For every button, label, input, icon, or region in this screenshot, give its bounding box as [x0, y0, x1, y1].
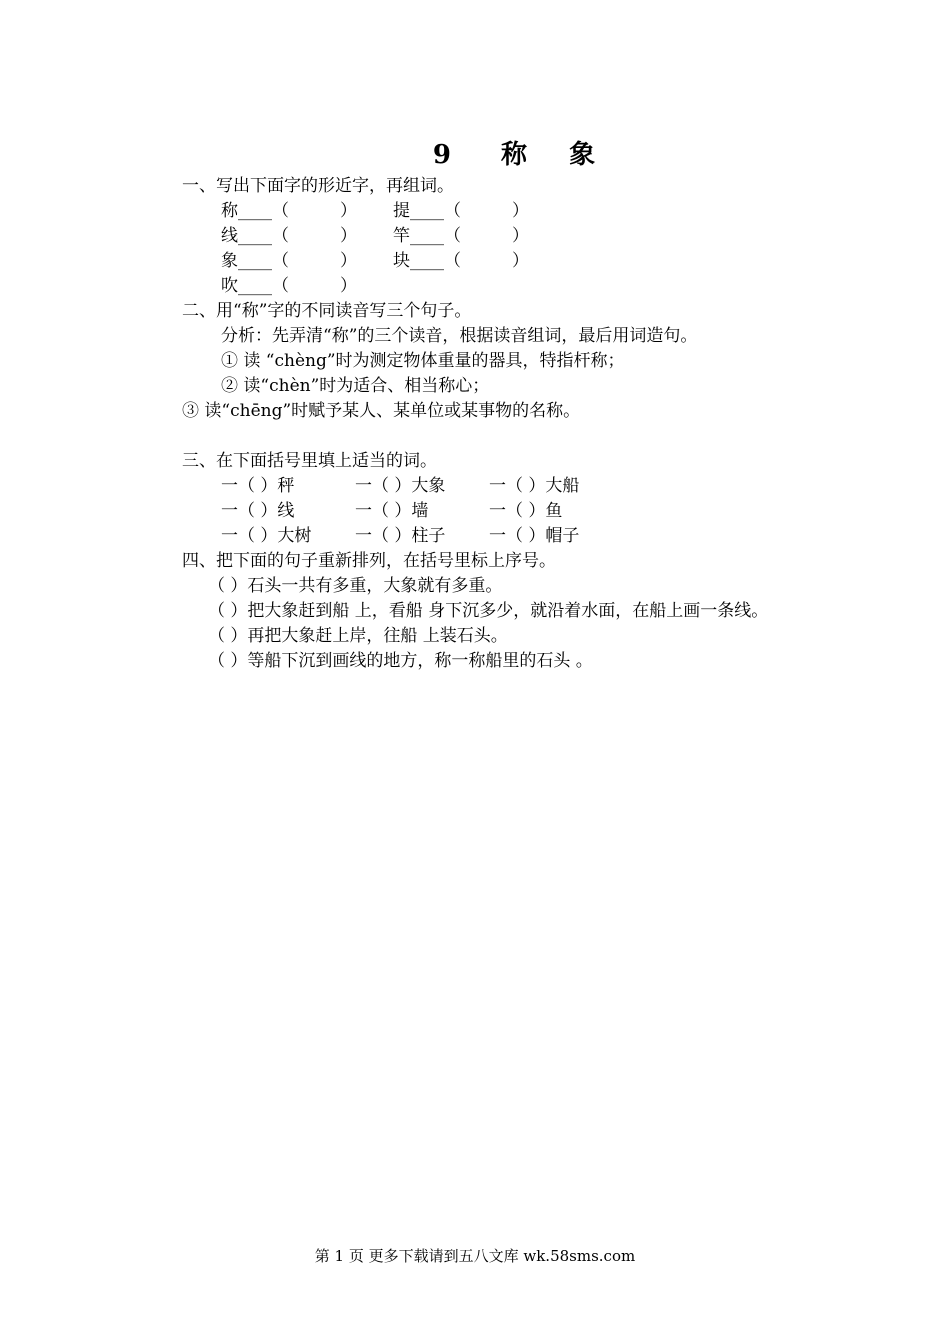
page-footer: 第 1 页 更多下载请到五八文库 wk.58sms.com — [314, 1247, 636, 1265]
section-4-heading: 四、把下面的句子重新排列，在括号里标上序号。 — [182, 551, 556, 571]
sec3-r3-c3: 一（ ）帽子 — [489, 526, 580, 546]
sec4-item-2: （ ）把大象赶到船 上，看船 身下沉多少，就沿着水面，在船上画一条线。 — [208, 601, 769, 621]
sec3-r3-c1: 一（ ）大树 — [221, 526, 312, 546]
sec1-row1-left: 称____（ ） — [221, 201, 357, 221]
sec1-row2-right: 竿____（ ） — [393, 226, 529, 246]
sec2-item-2: ② 读“chèn”时为适合、相当称心； — [221, 376, 490, 396]
sec1-row2-left: 线____（ ） — [221, 226, 357, 246]
sec3-r1-c2: 一（ ）大象 — [355, 476, 446, 496]
sec1-row4-left: 吹____（ ） — [221, 276, 357, 296]
sec3-r1-c1: 一（ ）秤 — [221, 476, 295, 496]
page-title — [0, 134, 950, 171]
sec2-item-1: ① 读 “chèng”时为测定物体重量的器具，特指杆称； — [221, 351, 625, 371]
section-1-heading: 一、写出下面字的形近字，再组词。 — [182, 176, 454, 196]
sec1-row3-right: 块____（ ） — [393, 251, 529, 271]
title-char-2: 象 — [569, 140, 598, 170]
sec1-row1-right: 提____（ ） — [393, 201, 529, 221]
sec3-r2-c1: 一（ ）线 — [221, 501, 295, 521]
sec4-item-4: （ ）等船下沉到画线的地方，称一称船里的石头 。 — [208, 651, 593, 671]
sec3-r2-c3: 一（ ）鱼 — [489, 501, 563, 521]
sec1-row3-left: 象____（ ） — [221, 251, 357, 271]
section-2-heading: 二、用“称”字的不同读音写三个句子。 — [182, 301, 472, 321]
sec3-r2-c2: 一（ ）墙 — [355, 501, 429, 521]
sec4-item-3: （ ）再把大象赶上岸，往船 上装石头。 — [208, 626, 508, 646]
section-3-heading: 三、在下面括号里填上适当的词。 — [182, 451, 437, 471]
lesson-number: 9 — [432, 140, 453, 170]
sec4-item-1: （ ）石头一共有多重，大象就有多重。 — [208, 576, 503, 596]
sec2-analysis: 分析：先弄清“称”的三个读音，根据读音组词，最后用词造句。 — [221, 326, 698, 346]
sec2-item-3: ③ 读“chēng”时赋予某人、某单位或某事物的名称。 — [182, 401, 581, 421]
sec3-r1-c3: 一（ ）大船 — [489, 476, 580, 496]
sec3-r3-c2: 一（ ）柱子 — [355, 526, 446, 546]
title-char-1: 称 — [501, 140, 530, 170]
